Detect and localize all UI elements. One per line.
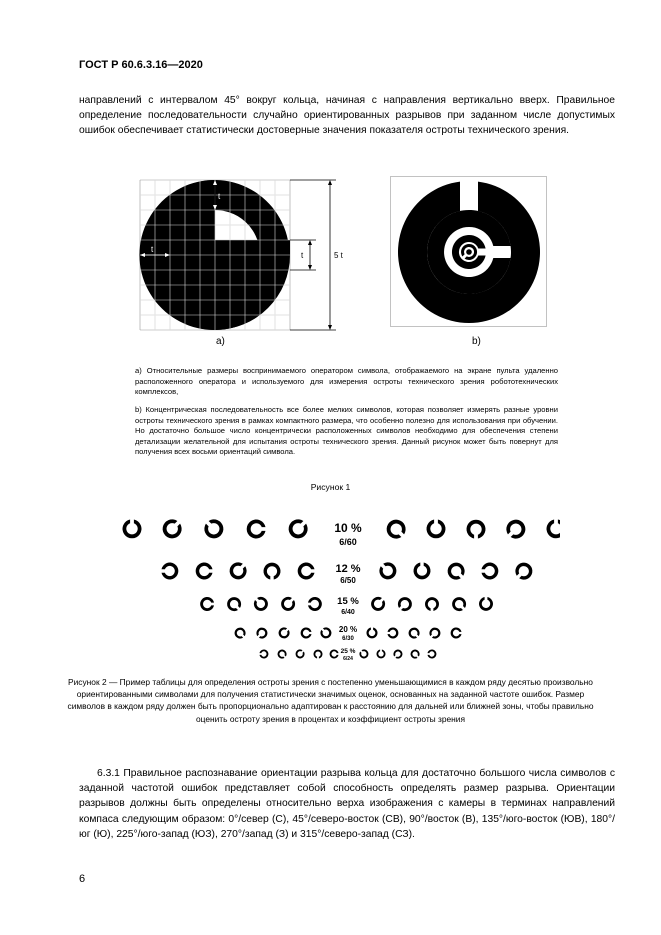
- dim-t-top: t: [218, 192, 221, 201]
- section-6-3-1-paragraph: 6.3.1 Правильное распознавание ориентации разрыва кольца для достаточно большого числа символов с заданной частотой ошибок представляет собой способность определять размер разрыва. Ориентации разрывов должны быть определены относительно верха изображения с камеры в терминах направлений компаса следующим образом: 0°/север (С), 45°/северо-восток (СВ), 90°/восток (В), 135°/юго-восток (ЮВ), 180°/юг (Ю), 225°/юго-запад (ЮЗ), 270°/запад (З) и 315°/северо-запад (СЗ).: [79, 768, 615, 840]
- landolt-ring-symbol: [427, 625, 442, 640]
- figure2-acuity-chart: [110, 512, 560, 668]
- intro-paragraph: направлений с интервалом 45° вокруг кольца, начиная с направления вертикально вверх. Правильное определение последовательности случайно ориентированных разрывов при заданном числе допустимых ошибок обеспечивает статистически достоверные значения показателя остроты технического зрения.: [79, 95, 615, 136]
- landolt-ring-symbol: [406, 625, 421, 640]
- figure1-caption: Рисунок 1: [310, 482, 351, 492]
- landolt-ring-symbol: [512, 559, 536, 583]
- landolt-ring-symbol: [232, 625, 247, 640]
- landolt-ring-symbol: [159, 516, 186, 543]
- figure1-note-a: а) Относительные размеры воспринимаемого оператором символа, отображаемого на экране пульта удаленно расположенного оператора и используемого для измерения остроты технического зрения робототехнических комплексов,: [135, 366, 558, 397]
- figure1-note-b: b) Концентрическая последовательность все более мелких символов, которая позволяет измерять разные уровни остроты технического зрения в рамках компактного размера, что особенно полезно для использования при обучении. Но достаточно большое число концентрически расположенных символов необходимо для обеспечения степени детализации желательной для испытания остроты технического зрения. Данный рисунок может быть повернут для получения всех восьми ориентаций символа.: [135, 405, 558, 457]
- landolt-ring-symbol: [318, 625, 333, 640]
- landolt-ring-symbol: [467, 520, 486, 539]
- ring-center: [466, 249, 472, 255]
- landolt-ring-symbol: [201, 516, 228, 543]
- landolt-ring-symbol: [314, 650, 323, 659]
- landolt-ring-symbol: [482, 563, 499, 580]
- landolt-ring-symbol: [294, 648, 307, 661]
- landolt-ring-symbol: [367, 628, 378, 639]
- landolt-ring-symbol: [276, 625, 291, 640]
- row2-ratio: 6/50: [340, 576, 356, 585]
- figure1a-label: a): [216, 336, 225, 347]
- landolt-ring-symbol: [395, 594, 415, 614]
- landolt-ring-symbol: [409, 648, 422, 661]
- landolt-ring-symbol: [308, 597, 322, 611]
- landolt-ring-symbol: [301, 628, 312, 639]
- landolt-ring-symbol: [479, 597, 493, 611]
- figure1b-concentric-rings-diagram: [390, 176, 548, 328]
- landolt-ring-symbol: [383, 516, 410, 543]
- row2-percent: 12 %: [335, 563, 361, 575]
- landolt-ring-symbol: [226, 559, 250, 583]
- landolt-ring-symbol: [444, 559, 468, 583]
- figure1b-label: b): [472, 336, 481, 347]
- landolt-ring-symbol: [254, 625, 269, 640]
- landolt-ring-symbol: [224, 594, 244, 614]
- landolt-ring-symbol: [196, 563, 213, 580]
- landolt-ring-symbol: [428, 650, 437, 659]
- landolt-ring-symbol: [503, 516, 530, 543]
- landolt-ring-symbol: [427, 520, 446, 539]
- landolt-ring-symbol: [278, 594, 298, 614]
- row1-ratio: 6/60: [339, 537, 357, 547]
- row5-ratio: 6/24: [343, 656, 353, 662]
- dim-t-left: t: [151, 245, 154, 254]
- landolt-ring-symbol: [368, 594, 388, 614]
- page-number: 6: [79, 873, 86, 885]
- landolt-ring-symbol: [330, 650, 339, 659]
- landolt-ring-symbol: [264, 563, 281, 580]
- dim-t-gap: t: [301, 251, 304, 260]
- dim-5t: 5 t: [334, 251, 343, 260]
- landolt-ring-symbol: [451, 628, 462, 639]
- landolt-ring-symbol: [388, 628, 399, 639]
- landolt-ring-symbol: [392, 648, 405, 661]
- landolt-ring-symbol: [123, 520, 142, 539]
- row4-percent: 20 %: [338, 625, 358, 634]
- document-header: ГОСТ Р 60.6.3.16—2020: [79, 59, 203, 71]
- row3-percent: 15 %: [337, 596, 359, 607]
- landolt-ring-symbol: [377, 650, 386, 659]
- figure1a-landolt-ring-diagram: [138, 176, 348, 332]
- row1-percent: 10 %: [334, 521, 362, 535]
- landolt-ring-symbol: [200, 597, 214, 611]
- landolt-ring-symbol: [414, 563, 431, 580]
- row3-ratio: 6/40: [341, 609, 355, 616]
- landolt-ring-symbol: [358, 648, 371, 661]
- row4-ratio: 6/30: [342, 636, 354, 642]
- landolt-ring-symbol: [298, 563, 315, 580]
- landolt-ring-symbol: [247, 520, 266, 539]
- row5-percent: 25 %: [340, 648, 356, 655]
- landolt-ring-symbol: [251, 594, 271, 614]
- landolt-ring-symbol: [276, 648, 289, 661]
- landolt-ring-symbol: [285, 516, 312, 543]
- landolt-ring-symbol: [449, 594, 469, 614]
- landolt-ring-symbol: [376, 559, 400, 583]
- figure2-caption: Рисунок 2 — Пример таблицы для определения остроты зрения с постепенно уменьшающимися в каждом ряду десятью произвольно ориентированными символами для получения статистически значимых оценок, основанных на заданной частоте ошибок. Размер символов в каждом ряду должен быть пропорционально адаптирован к расстоянию для дальней или ближней зоны, чтобы правильно оценить остроту зрения в процентах и коэффициент остроты зрения: [67, 677, 594, 724]
- landolt-ring-symbol: [547, 520, 561, 539]
- landolt-ring-symbol: [260, 650, 269, 659]
- landolt-ring-symbol: [425, 597, 439, 611]
- landolt-ring-symbol: [162, 563, 179, 580]
